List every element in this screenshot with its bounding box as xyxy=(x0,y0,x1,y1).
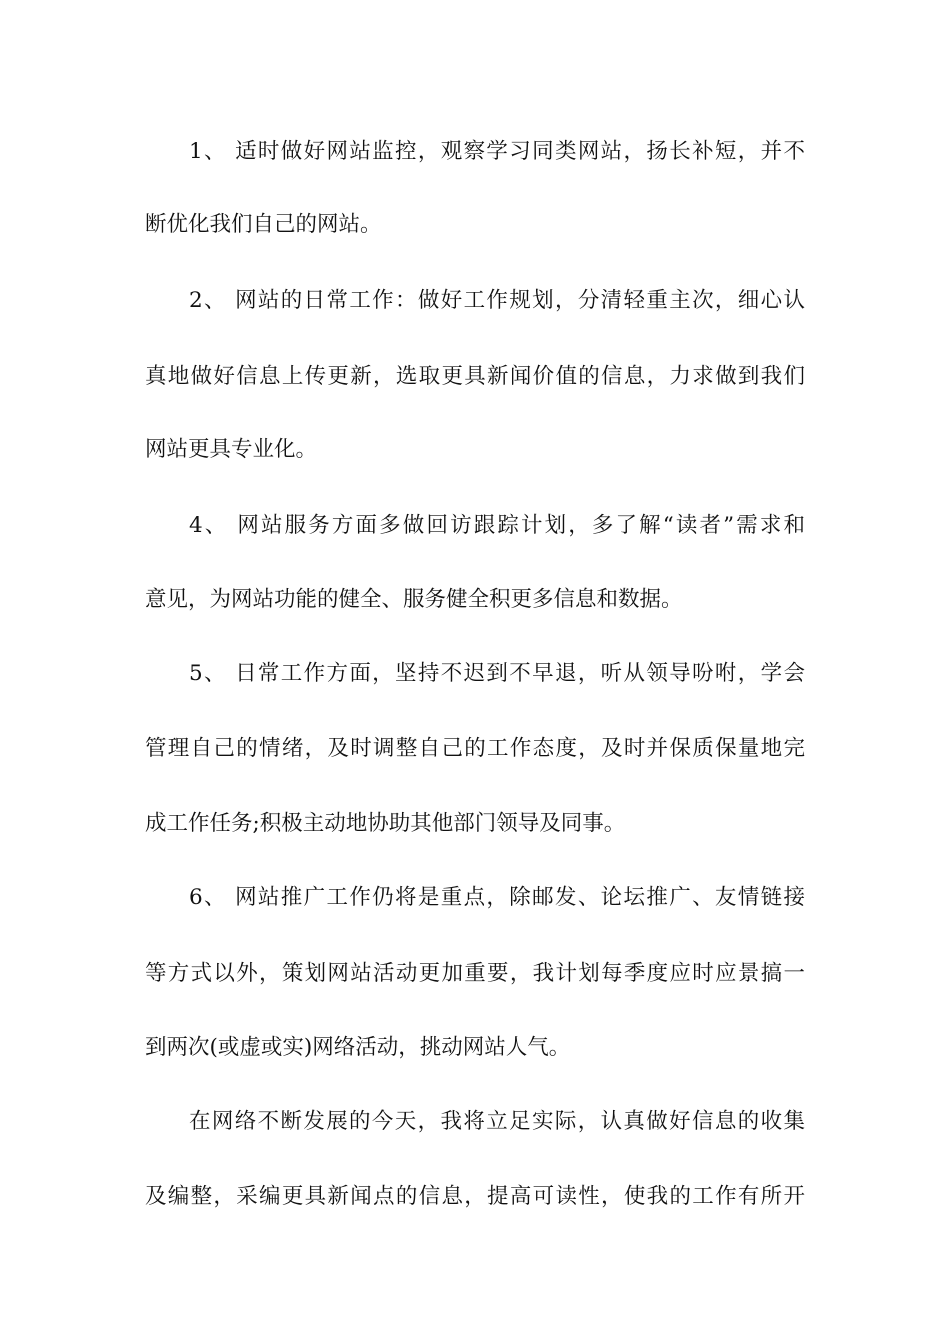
item-2-line-3: 网站更具专业化。 xyxy=(145,437,318,462)
item-6-line-2: 等方式以外，策划网站活动更加重要，我计划每季度应时应景搞一 xyxy=(145,961,805,986)
item-4-line-2: 意见，为网站功能的健全、服务健全积更多信息和数据。 xyxy=(145,587,683,612)
item-2-line-2: 真地做好信息上传更新，选取更具新闻价值的信息，力求做到我们 xyxy=(145,364,805,389)
item-2-line-1: 2、 网站的日常工作：做好工作规划，分清轻重主次，细心认 xyxy=(189,288,805,313)
closing-line-2: 及编整，采编更具新闻点的信息，提高可读性，使我的工作有所开 xyxy=(145,1184,805,1209)
item-6-line-1: 6、 网站推广工作仍将是重点，除邮发、论坛推广、友情链接 xyxy=(189,885,805,910)
item-6-line-3: 到两次(或虚或实)网络活动，挑动网站人气。 xyxy=(145,1035,571,1060)
closing-line-1: 在网络不断发展的今天，我将立足实际，认真做好信息的收集 xyxy=(189,1109,805,1134)
item-1-line-2: 断优化我们自己的网站。 xyxy=(145,212,382,237)
item-5-line-3: 成工作任务;积极主动地协助其他部门领导及同事。 xyxy=(145,811,626,836)
item-5-line-2: 管理自己的情绪，及时调整自己的工作态度，及时并保质保量地完 xyxy=(145,736,805,761)
item-4-line-1: 4、 网站服务方面多做回访跟踪计划，多了解“读者”需求和 xyxy=(189,513,805,538)
item-1-line-1: 1、 适时做好网站监控，观察学习同类网站，扬长补短，并不 xyxy=(189,139,805,164)
item-5-line-1: 5、 日常工作方面，坚持不迟到不早退，听从领导吩咐，学会 xyxy=(189,661,805,686)
